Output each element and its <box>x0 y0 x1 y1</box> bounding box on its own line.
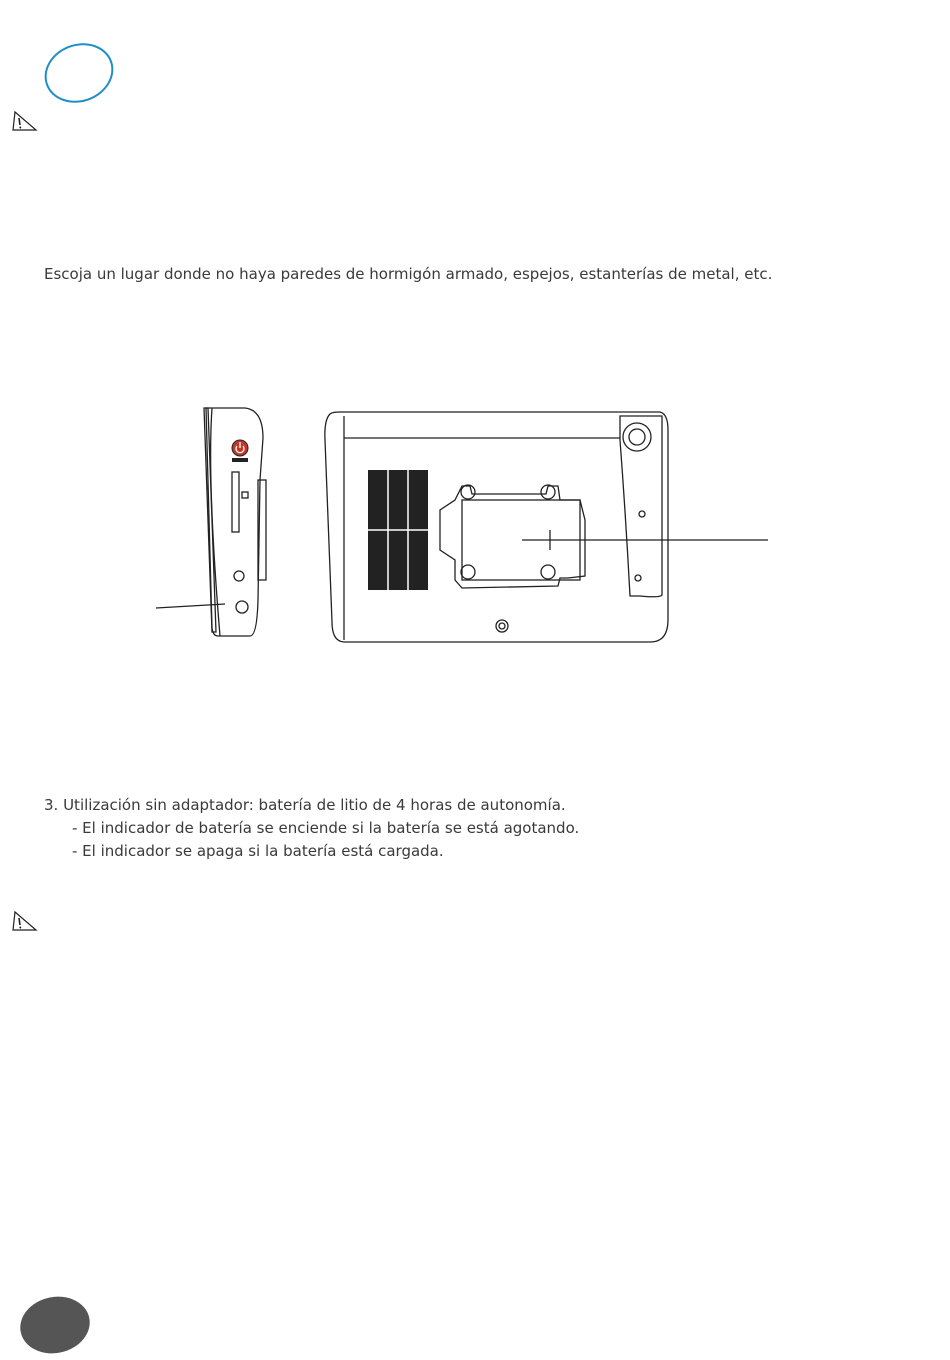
warning-icon <box>12 110 38 132</box>
power-button-icon <box>232 440 248 462</box>
bullet-item: - El indicador se apaga si la batería está cargada. <box>72 842 444 860</box>
bullet-item: - El indicador de batería se enciende si la batería se está agotando. <box>72 819 580 837</box>
language-badge <box>36 34 122 112</box>
page-badge <box>15 1290 95 1359</box>
section-3-heading: 3. Utilización sin adaptador: batería de litio de 4 horas de autonomía. <box>44 796 566 814</box>
device-illustration <box>150 400 780 650</box>
intro-paragraph: Escoja un lugar donde no haya paredes de hormigón armado, espejos, estanterías de metal, etc. <box>44 265 773 283</box>
warning-icon <box>12 910 38 932</box>
